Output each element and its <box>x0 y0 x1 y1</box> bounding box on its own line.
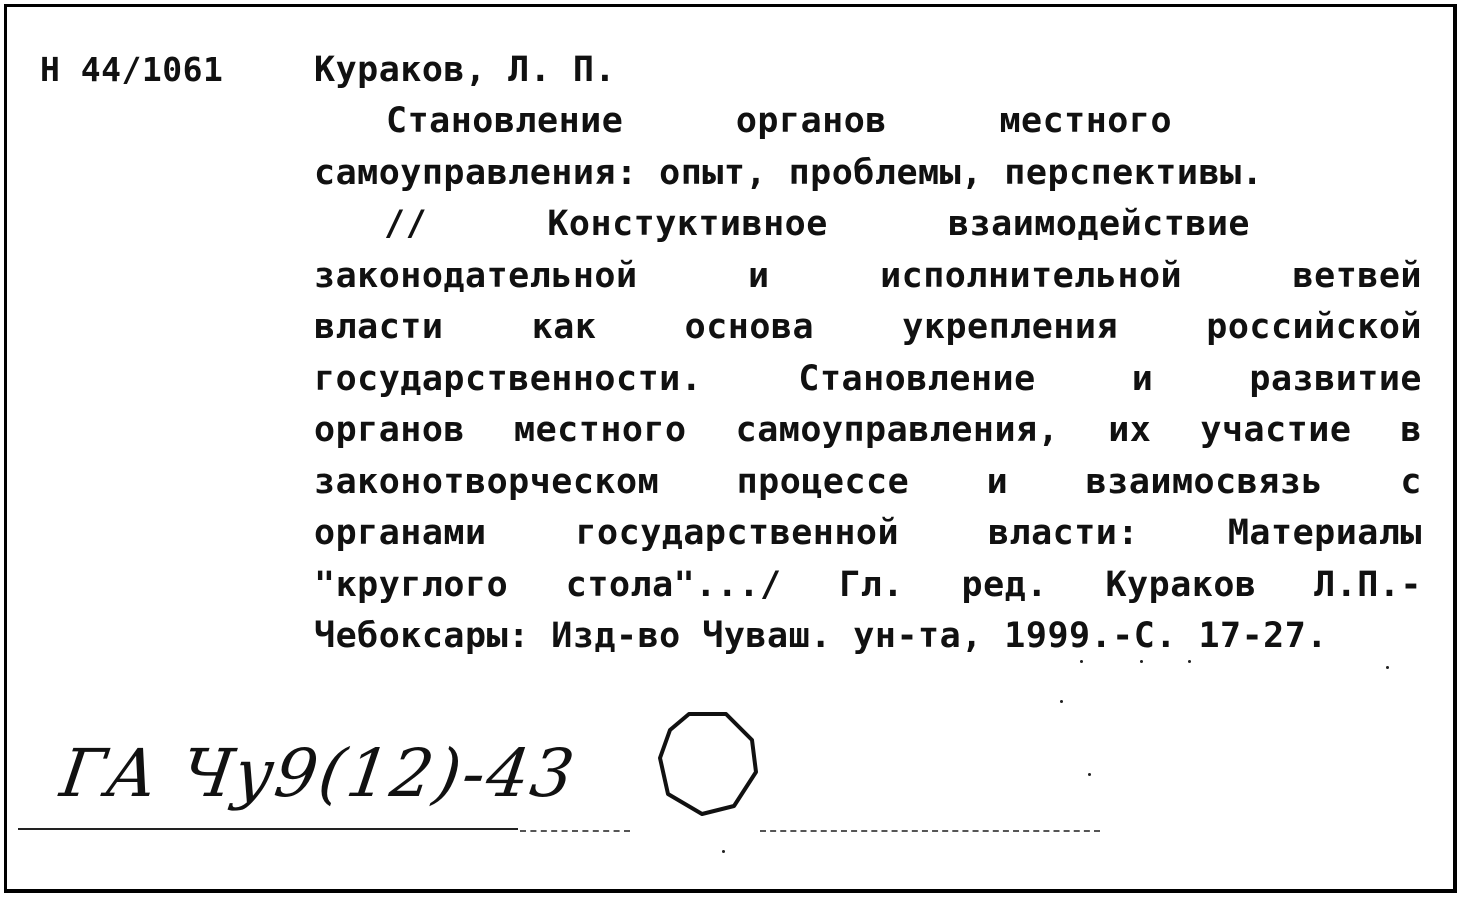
text-line: законодательной и исполнительной ветвей <box>314 255 1422 296</box>
title-line-1: Становление органов местного <box>386 101 1173 141</box>
handwriting-underline <box>18 828 518 830</box>
bibliographic-description <box>314 96 1422 663</box>
text-line: "круглого стола".../ Гл. ред. Кураков Л.П.- <box>314 564 1422 605</box>
bottom-dashed-rule <box>760 830 1100 832</box>
shelf-mark: Н 44/1061 <box>40 50 224 89</box>
imprint-line: Чебоксары: Изд-во Чуваш. ун-та, 1999.-С. 17-27. <box>314 616 1328 656</box>
title-line-2: самоуправления: опыт, проблемы, перспективы. <box>314 152 1264 193</box>
text-line: государственности. Становление и развитие <box>314 358 1422 399</box>
handwritten-classification-code: ГА Чу9(12)-43 <box>56 735 581 812</box>
text-line: органами государственной власти: Материалы <box>314 513 1422 553</box>
bottom-dashed-rule <box>520 830 630 832</box>
scan-speck <box>1386 666 1389 669</box>
scan-speck <box>1080 660 1083 663</box>
scan-speck <box>722 850 725 853</box>
text-line: органов местного самоуправления, их участие в <box>314 410 1422 450</box>
scan-speck <box>1188 660 1191 663</box>
text-line: законотворческом процессе и взаимосвязь с <box>314 461 1422 502</box>
author-heading: Кураков, Л. П. <box>314 50 617 90</box>
scan-speck <box>1140 660 1143 663</box>
scan-speck <box>1088 773 1091 776</box>
text-line: власти как основа укрепления российской <box>314 307 1422 347</box>
source-line-1: // Констуктивное взаимодействие <box>384 204 1251 244</box>
scan-speck <box>1060 700 1063 703</box>
punch-hole-icon <box>654 710 764 820</box>
